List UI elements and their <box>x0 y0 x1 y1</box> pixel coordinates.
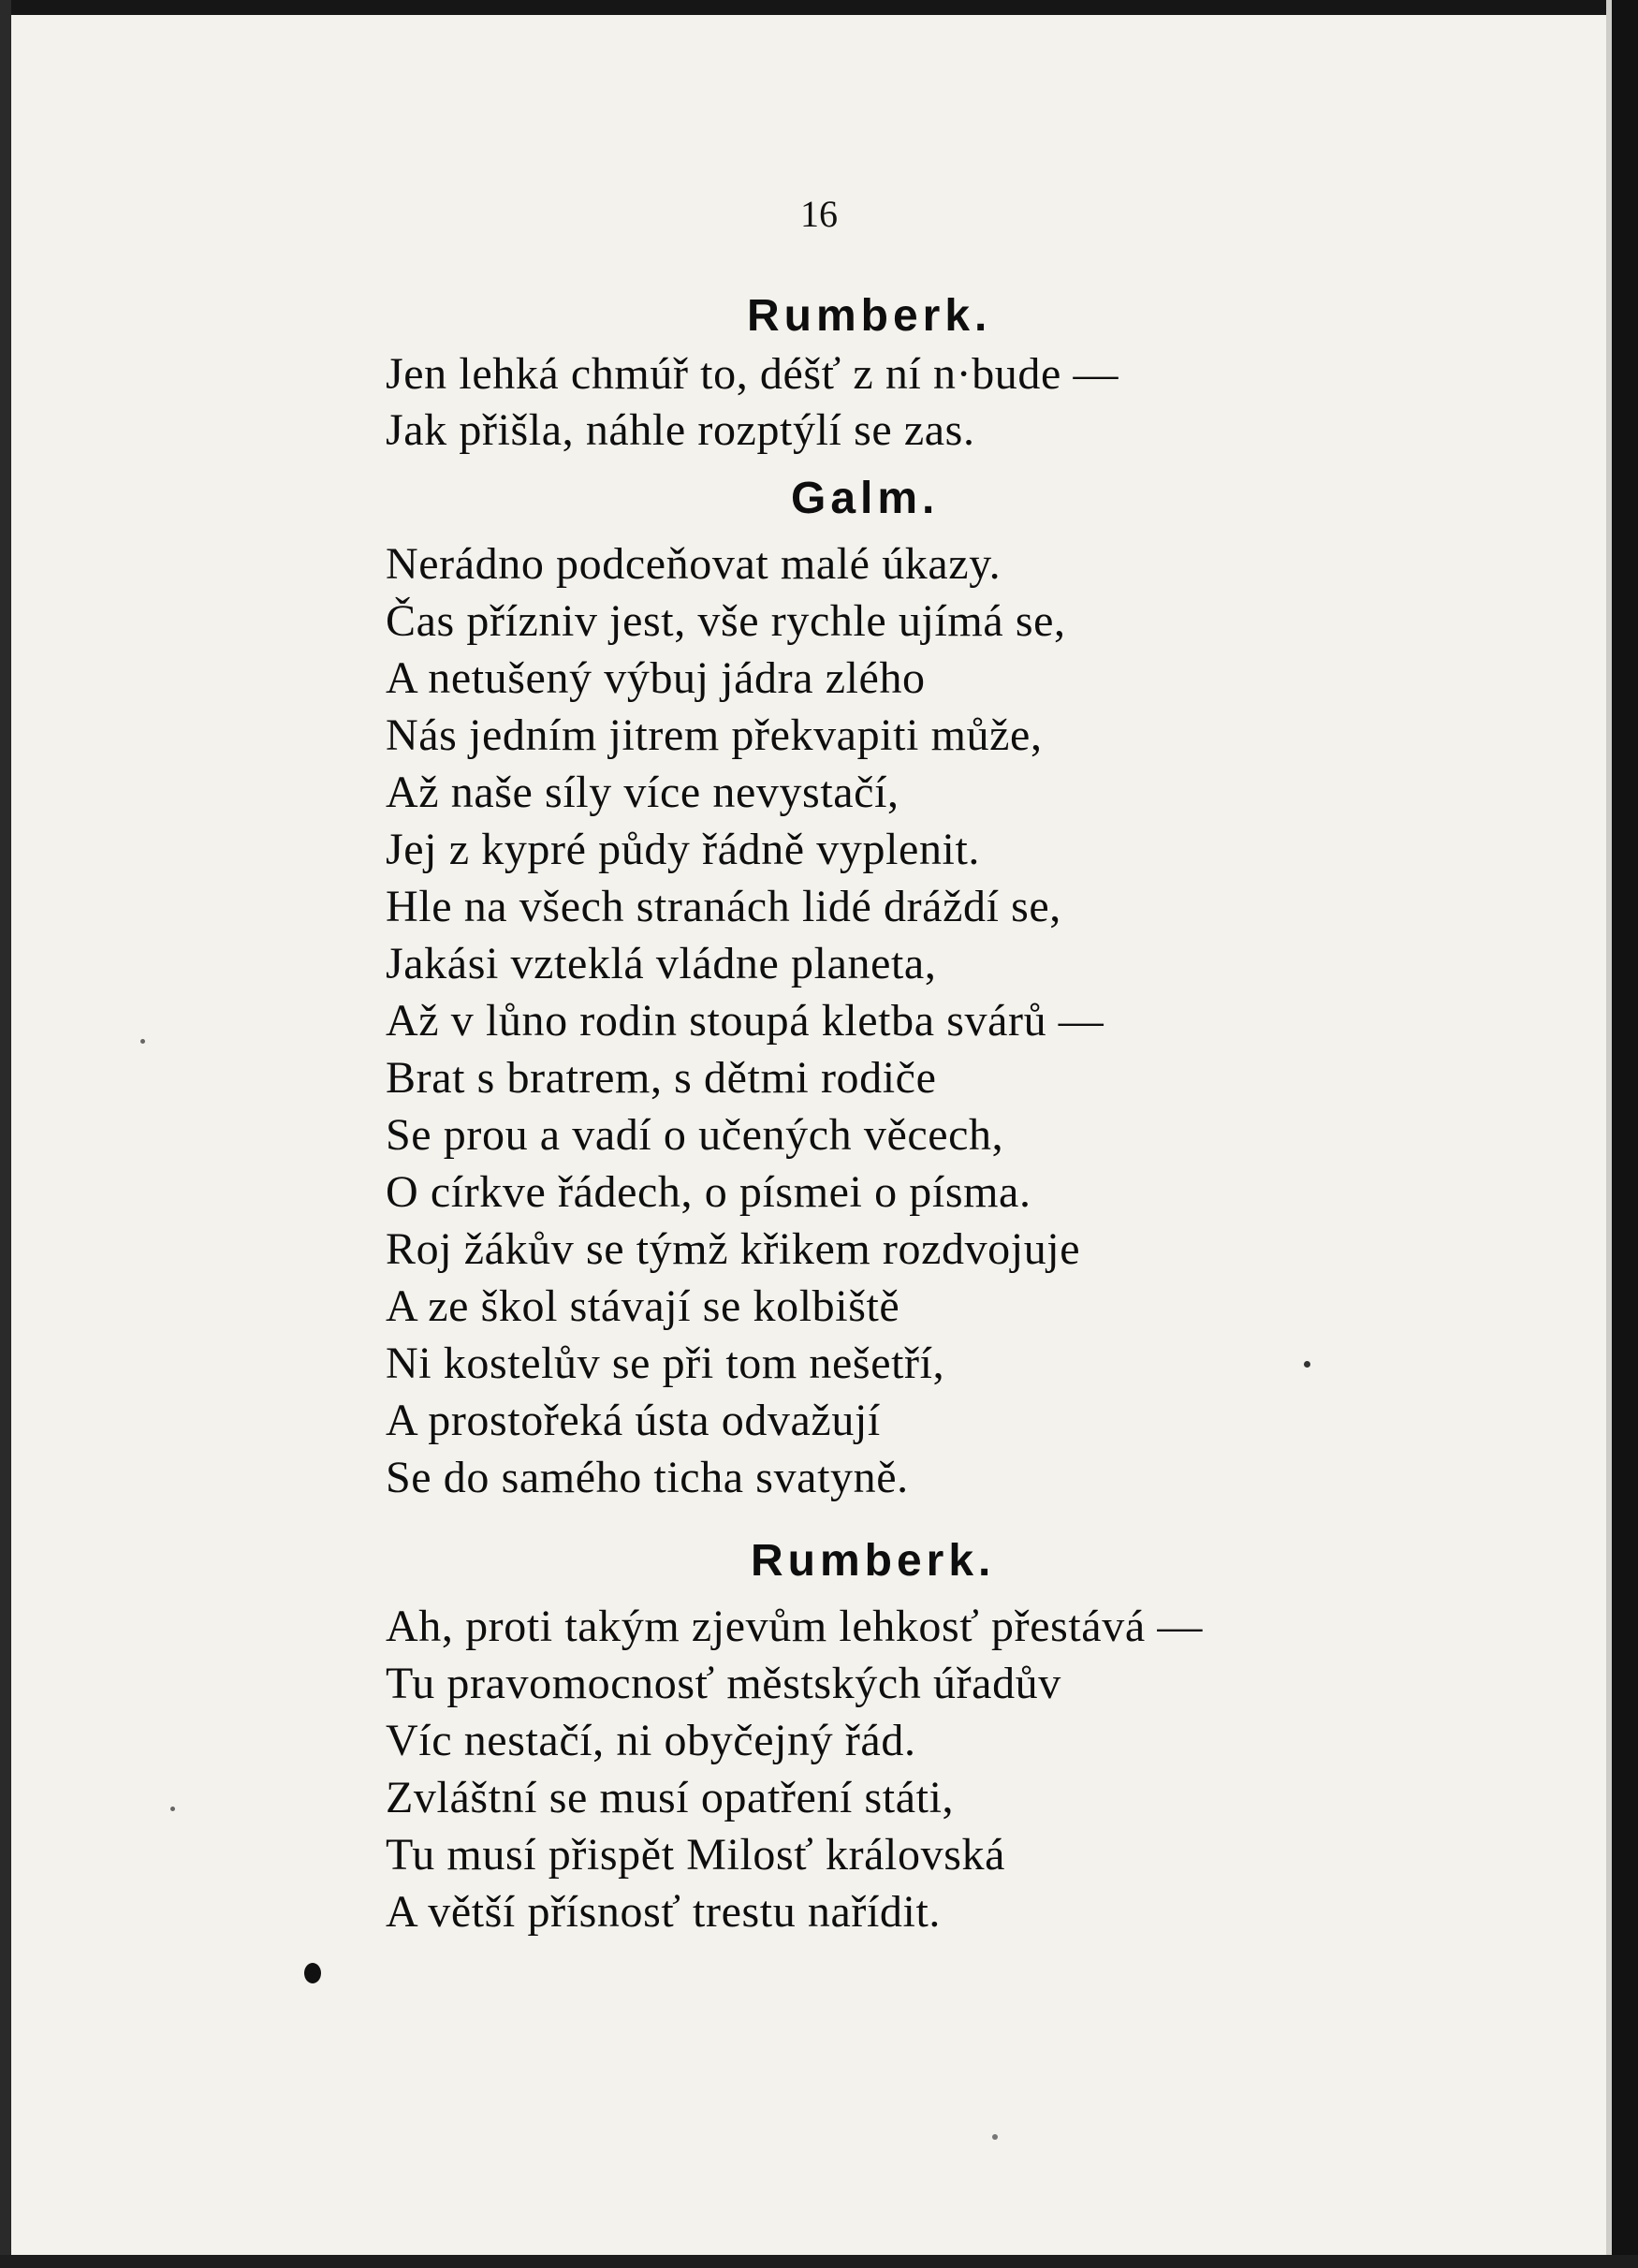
verse-line: Se prou a vadí o učených věcech, <box>386 1110 1004 1160</box>
verse-line: A ze škol stávají se kolbiště <box>386 1281 900 1331</box>
speaker-name: Galm. <box>791 474 940 523</box>
verse-line: Nás jedním jitrem překvapiti může, <box>386 710 1043 760</box>
scan-edge-top <box>0 0 1638 15</box>
verse-line: Se do samého ticha svatyně. <box>386 1453 909 1502</box>
verse-line: A větší přísnosť trestu nařídit. <box>386 1887 941 1937</box>
scan-edge-left <box>0 0 11 2268</box>
verse-line: Až naše síly více nevystačí, <box>386 768 899 817</box>
verse-line: Tu pravomocnosť městských úřadův <box>386 1659 1061 1708</box>
ink-blot <box>304 1963 321 1983</box>
verse-line: Až v lůno rodin stoupá kletba svárů — <box>386 996 1104 1046</box>
verse-line: Brat s bratrem, s dětmi rodiče <box>386 1053 937 1103</box>
dust-speck <box>140 1039 145 1044</box>
verse-line: Tu musí přispět Milosť královská <box>386 1830 1005 1880</box>
verse-line: Víc nestačí, ni obyčejný řád. <box>386 1716 916 1765</box>
verse-line: A prostořeká ústa odvažují <box>386 1396 881 1445</box>
speaker-name: Rumberk. <box>751 1536 996 1586</box>
verse-line: Nerádno podceňovat malé úkazy. <box>386 539 1002 589</box>
page-number: 16 <box>800 193 838 235</box>
dust-speck <box>992 2134 998 2140</box>
verse-line: A netušený výbuj jádra zlého <box>386 653 926 703</box>
verse-line: Ah, proti takým zjevům lehkosť přestává — <box>386 1602 1203 1651</box>
verse-line: Ni kostelův se při tom nešetří, <box>386 1339 945 1388</box>
scan-edge-bottom <box>0 2255 1638 2268</box>
verse-line: Jak přišla, náhle rozptýlí se zas. <box>386 405 975 455</box>
verse-line: Zvláštní se musí opatření státi, <box>386 1773 955 1822</box>
dust-speck <box>170 1807 175 1811</box>
verse-line: Jej z kypré půdy řádně vyplenit. <box>386 825 981 874</box>
dust-speck <box>1304 1361 1310 1368</box>
verse-line: Roj žákův se týmž křikem rozdvojuje <box>386 1224 1081 1274</box>
speaker-name: Rumberk. <box>747 291 992 341</box>
scan-edge-right <box>1612 0 1638 2268</box>
verse-line: Jen lehká chmúř to, déšť z ní n·bude — <box>386 349 1119 399</box>
verse-line: Jakási vzteklá vládne planeta, <box>386 939 937 988</box>
verse-line: Hle na všech stranách lidé dráždí se, <box>386 882 1061 931</box>
verse-line: O církve řádech, o písmei o písma. <box>386 1167 1031 1217</box>
verse-line: Čas přízniv jest, vše rychle ujímá se, <box>386 596 1066 646</box>
